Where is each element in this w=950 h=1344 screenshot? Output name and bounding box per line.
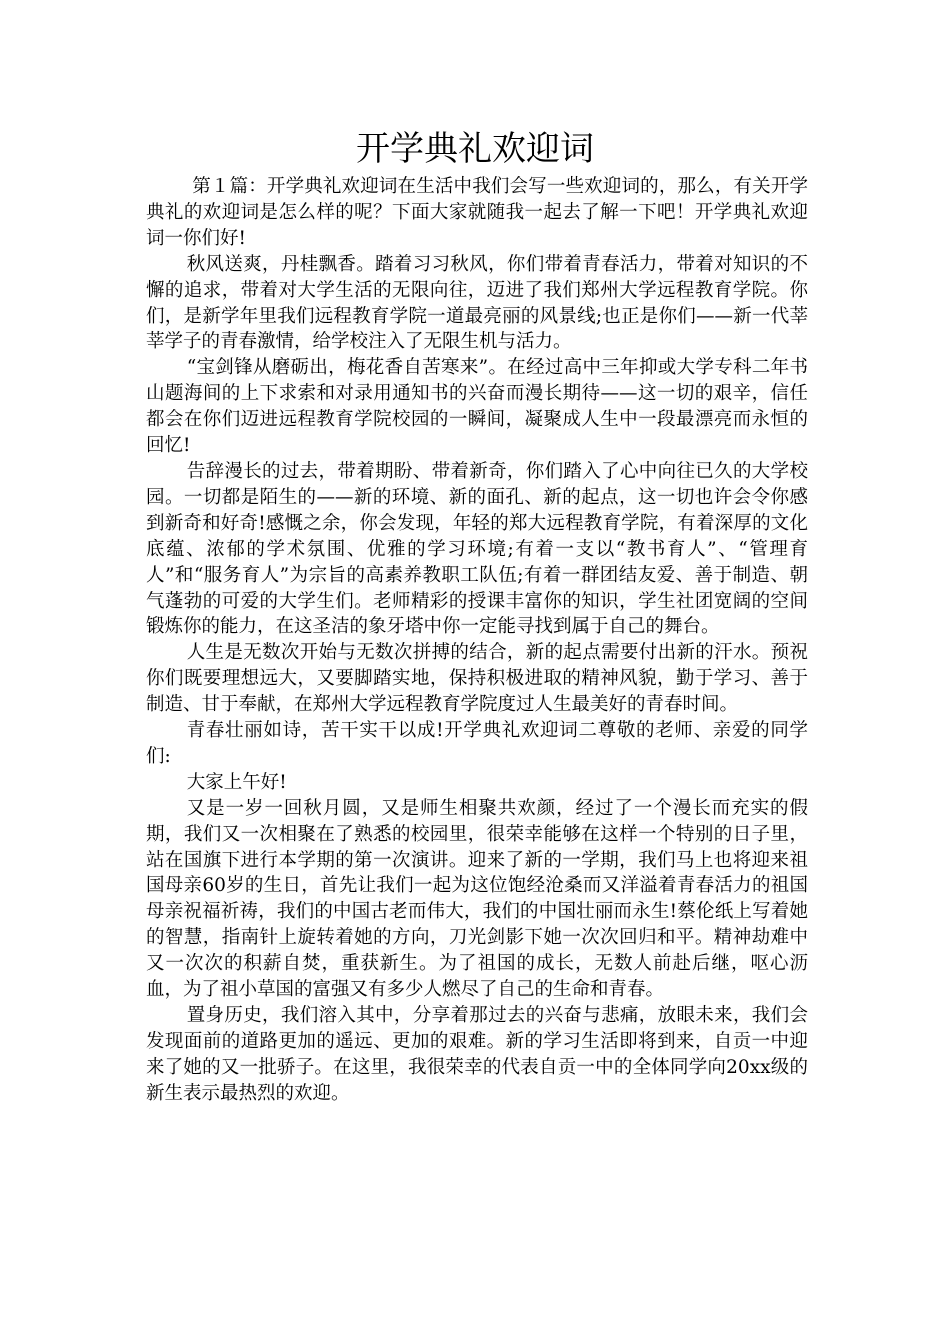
- document-title: 开学典礼欢迎词: [356, 129, 594, 169]
- paragraph: 告辞漫长的过去，带着期盼、带着新奇，你们踏入了心中向往已久的大学校园。一切都是陌生的——新的环境、新的面孔、新的起点，这一切也许会令你感到新奇和好奇!感慨之余，你会发现，年轻的郑大远程教育学院，有着深厚的文化底蕴、浓郁的学术氛围、优雅的学习环境;有着一支以“教书育人”、“管理育人”和“服务育人”为宗旨的高素养教职工队伍;有着一群团结友爱、善于制造、朝气蓬勃的可爱的大学生们。老师精彩的授课丰富你的知识，学生社团宽阔的空间锻炼你的能力，在这圣洁的象牙塔中你一定能寻找到属于自己的舞台。: [146, 460, 808, 638]
- paragraph: “宝剑锋从磨砺出，梅花香自苦寒来”。在经过高中三年抑或大学专科二年书山题海间的上下求索和对录用通知书的兴奋而漫长期待——这一切的艰辛，信任都会在你们迈进远程教育学院校园的一瞬间，凝聚成人生中一段最漂亮而永恒的回忆!: [146, 357, 808, 457]
- paragraph: 又是一岁一回秋月圆，又是师生相聚共欢颜，经过了一个漫长而充实的假期，我们又一次相聚在了熟悉的校园里，很荣幸能够在这样一个特别的日子里，站在国旗下进行本学期的第一次演讲。迎来了新的一学期，我们马上也将迎来祖国母亲60岁的生日，首先让我们一起为这位饱经沧桑而又洋溢着青春活力的祖国母亲祝福祈祷，我们的中国古老而伟大，我们的中国壮丽而永生!蔡伦纸上写着她的智慧，指南针上旋转着她的方向，刀光剑影下她一次次回归和平。精神劫难中又一次次的积薪自焚，重获新生。为了祖国的成长，无数人前赴后继，呕心沥血，为了祖小草国的富强又有多少人燃尽了自己的生命和青春。: [146, 797, 808, 1001]
- paragraph: 第１篇：开学典礼欢迎词在生活中我们会写一些欢迎词的，那么，有关开学典礼的欢迎词是怎么样的呢？下面大家就随我一起去了解一下吧！开学典礼欢迎词一你们好!: [146, 176, 808, 249]
- paragraph: 秋风送爽，丹桂飘香。踏着习习秋风，你们带着青春活力，带着对知识的不懈的追求，带着对大学生活的无限向往，迈进了我们郑州大学远程教育学院。你们，是新学年里我们远程教育学院一道最亮丽的风景线;也正是你们——新一代莘莘学子的青春激情，给学校注入了无限生机与活力。: [146, 253, 808, 353]
- paragraph: 置身历史，我们溶入其中，分享着那过去的兴奋与悲痛，放眼未来，我们会发现面前的道路更加的遥远、更加的艰难。新的学习生活即将到来，自贡一中迎来了她的又一批骄子。在这里，我很荣幸的代表自贡一中的全体同学向20xx级的新生表示最热烈的欢迎。: [146, 1005, 808, 1104]
- document-body: [146, 174, 808, 1107]
- paragraph: 青春壮丽如诗，苦干实干以成!开学典礼欢迎词二尊敬的老师、亲爱的同学们:: [146, 720, 808, 767]
- paragraph: 大家上午好!: [186, 771, 287, 793]
- paragraph: 人生是无数次开始与无数次拼搏的结合，新的起点需要付出新的汗水。预祝你们既要理想远大，又要脚踏实地，保持积极进取的精神风貌，勤于学习、善于制造、甘于奉献，在郑州大学远程教育学院度过人生最美好的青春时间。: [146, 642, 808, 716]
